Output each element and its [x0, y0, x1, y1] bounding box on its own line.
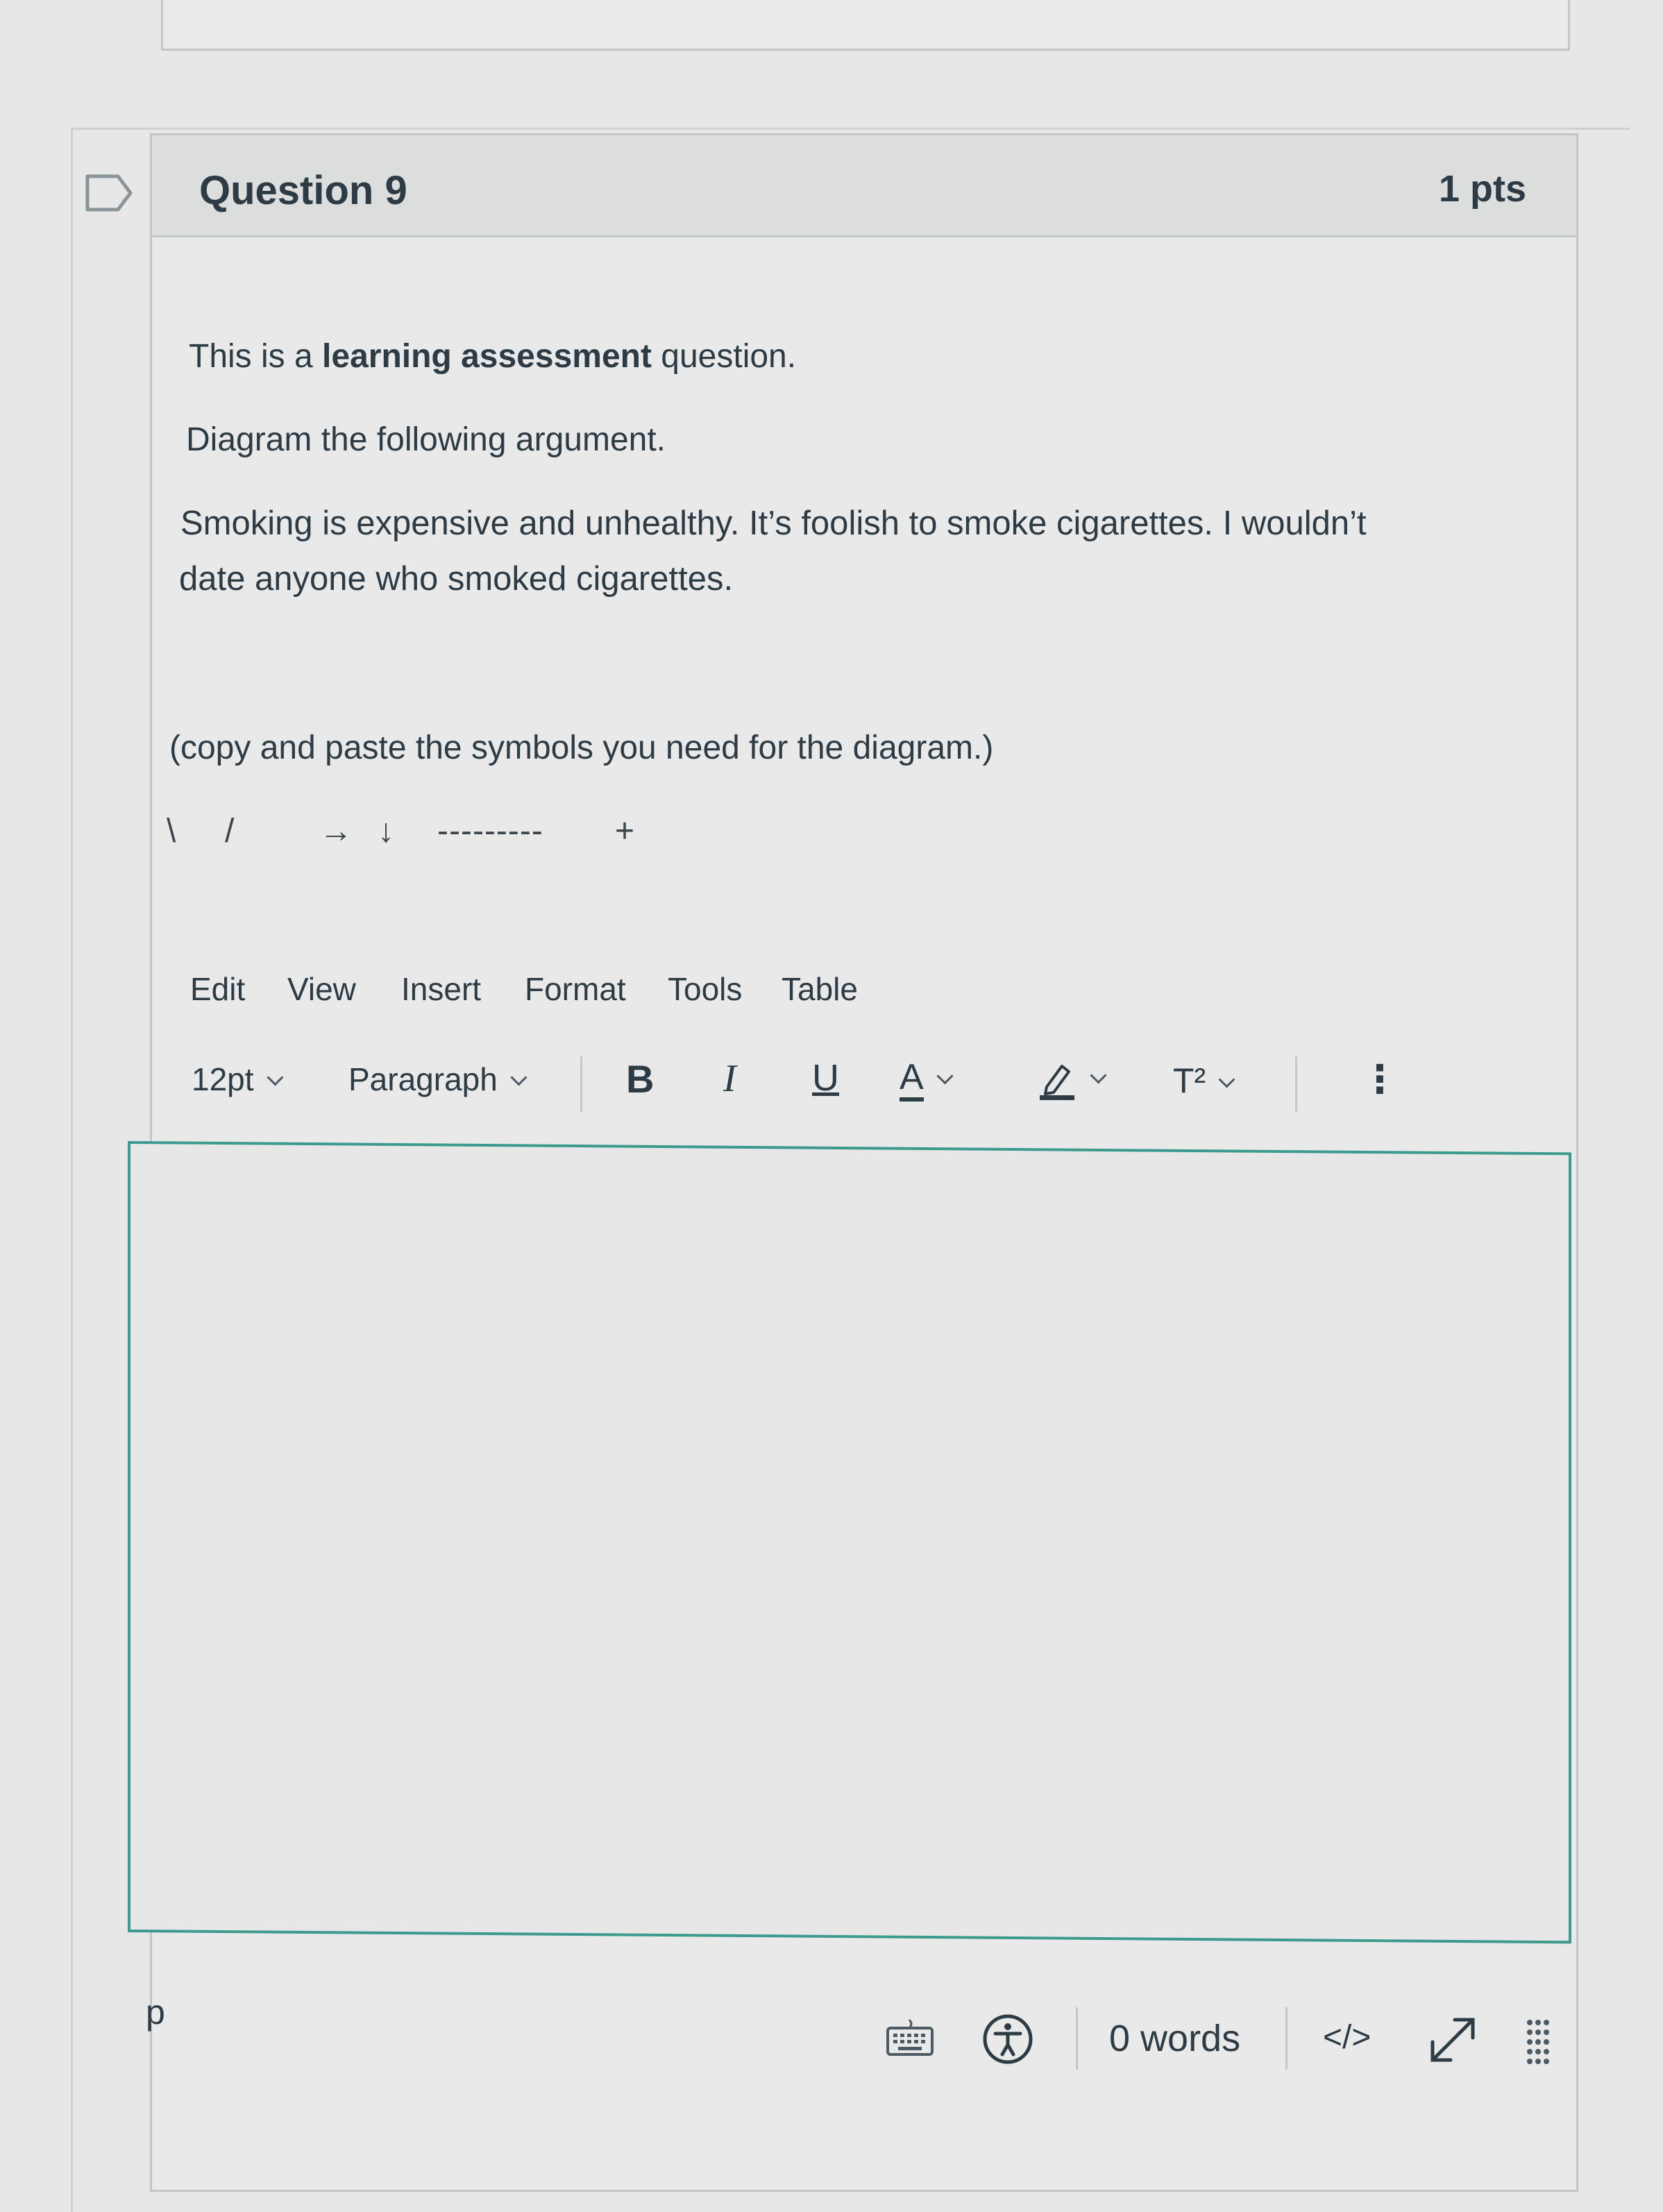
statusbar-divider — [1285, 2007, 1288, 2070]
resize-handle-icon[interactable] — [1524, 2017, 1552, 2066]
element-path[interactable]: p — [146, 1993, 165, 2032]
menu-insert[interactable]: Insert — [401, 971, 482, 1007]
superscript-icon: T² — [1173, 1061, 1206, 1100]
intro-suffix: question. — [651, 338, 797, 375]
highlighter-icon — [1038, 1059, 1077, 1101]
menu-view[interactable]: View — [287, 971, 356, 1007]
chevron-down-icon — [936, 1067, 953, 1084]
intro-bold: learning assessment — [322, 338, 652, 375]
fullscreen-icon[interactable] — [1424, 2011, 1481, 2068]
superscript-button[interactable] — [1173, 1061, 1233, 1101]
argument-line-1: Smoking is expensive and unhealthy. It’s foolish to smoke cigarettes. I wouldn’t — [180, 505, 1367, 542]
question-header — [152, 135, 1576, 237]
menu-edit[interactable]: Edit — [190, 971, 246, 1007]
plus-symbol[interactable]: + — [615, 813, 635, 850]
previous-question-card — [161, 0, 1570, 51]
down-arrow-symbol[interactable]: ↓ — [378, 813, 394, 850]
menu-format[interactable]: Format — [525, 971, 626, 1007]
font-size-value: 12pt — [192, 1061, 254, 1097]
block-format-select[interactable] — [348, 1061, 525, 1098]
highlight-color-button[interactable] — [1038, 1059, 1104, 1108]
dashes-symbol[interactable]: --------- — [437, 813, 543, 850]
menu-tools[interactable]: Tools — [668, 971, 743, 1007]
copy-note: (copy and paste the symbols you need for the diagram.) — [169, 729, 994, 766]
chevron-down-icon — [510, 1069, 527, 1086]
menu-table[interactable]: Table — [782, 971, 858, 1007]
keyboard-icon[interactable] — [886, 2018, 934, 2057]
font-size-select[interactable] — [192, 1061, 281, 1098]
chevron-down-icon — [267, 1069, 283, 1086]
question-intro — [189, 337, 796, 375]
italic-button[interactable]: I — [723, 1057, 736, 1100]
bold-button[interactable]: B — [626, 1057, 655, 1101]
slash-symbol[interactable]: / — [225, 813, 235, 850]
html-editor-toggle[interactable]: </> — [1323, 2019, 1371, 2056]
statusbar-divider — [1076, 2007, 1078, 2070]
word-count: 0 words — [1109, 2018, 1241, 2059]
argument-line-2: date anyone who smoked cigarettes. — [179, 560, 734, 598]
text-color-button[interactable] — [900, 1056, 951, 1098]
right-arrow-symbol[interactable]: → — [319, 813, 353, 850]
block-format-value: Paragraph — [348, 1061, 498, 1097]
editor-statusbar — [0, 1985, 1663, 2059]
accessibility-checker-icon[interactable] — [981, 2013, 1034, 2066]
toolbar-divider — [1295, 1056, 1297, 1112]
question-instruction: Diagram the following argument. — [186, 421, 666, 458]
rich-text-editor-area[interactable] — [128, 1141, 1571, 1943]
backslash-symbol[interactable]: \ — [167, 813, 176, 850]
question-points: 1 pts — [1438, 168, 1526, 210]
text-color-icon: A — [900, 1057, 924, 1101]
toolbar-divider — [580, 1056, 582, 1112]
intro-prefix: This is a — [189, 338, 323, 375]
question-title: Question 9 — [199, 168, 407, 213]
more-options-button[interactable]: ⋮ — [1360, 1057, 1399, 1101]
underline-button[interactable]: U — [812, 1057, 839, 1099]
chevron-down-icon — [1090, 1067, 1106, 1083]
chevron-down-icon — [1219, 1071, 1235, 1088]
